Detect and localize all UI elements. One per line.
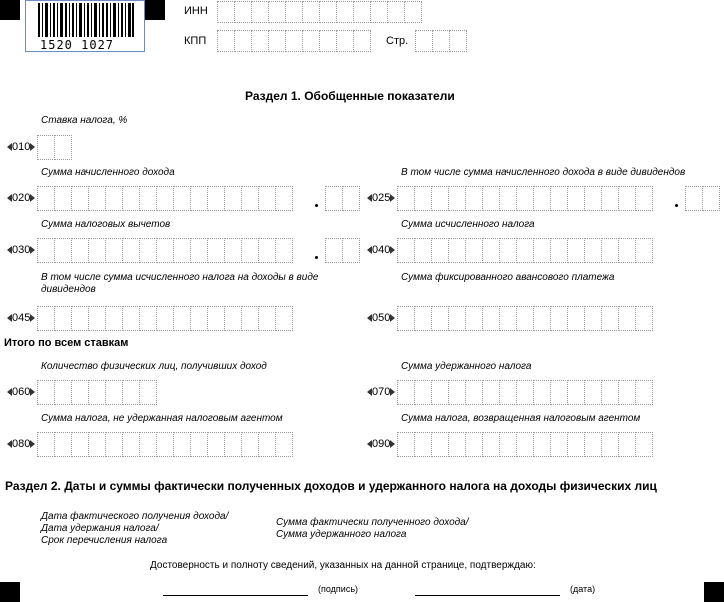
arrow-right-icon	[30, 246, 35, 254]
input-cell[interactable]	[71, 186, 89, 211]
input-cell[interactable]	[397, 306, 415, 331]
input-cell[interactable]	[71, 306, 89, 331]
input-cell[interactable]	[54, 238, 72, 263]
input-cell[interactable]	[499, 306, 517, 331]
arrow-right-icon	[390, 246, 395, 254]
field-020-cells[interactable]	[37, 186, 292, 211]
inn-label: ИНН	[184, 5, 208, 17]
field-020-code: 020	[7, 191, 35, 205]
field-090-cells[interactable]	[397, 432, 652, 457]
input-cell[interactable]	[550, 238, 568, 263]
field-025-decimal-cells[interactable]	[685, 186, 719, 211]
input-cell[interactable]	[702, 186, 720, 211]
input-cell[interactable]	[397, 238, 415, 263]
input-cell[interactable]	[584, 306, 602, 331]
field-020-label: Сумма начисленного дохода	[41, 167, 175, 178]
input-cell[interactable]	[448, 380, 466, 405]
input-cell[interactable]	[275, 238, 293, 263]
input-cell[interactable]	[618, 238, 636, 263]
input-cell[interactable]	[139, 238, 157, 263]
corner-marker-top-right	[145, 0, 165, 20]
input-cell[interactable]	[618, 186, 636, 211]
signature-line[interactable]	[163, 595, 308, 596]
input-cell[interactable]	[414, 238, 432, 263]
input-cell[interactable]	[635, 306, 653, 331]
input-cell[interactable]	[190, 186, 208, 211]
input-cell[interactable]	[635, 432, 653, 457]
input-cell[interactable]	[516, 432, 534, 457]
input-cell[interactable]	[601, 432, 619, 457]
input-cell[interactable]	[285, 1, 303, 23]
field-030-label: Сумма налоговых вычетов	[41, 219, 171, 230]
input-cell[interactable]	[241, 186, 259, 211]
input-cell[interactable]	[414, 186, 432, 211]
input-cell[interactable]	[550, 432, 568, 457]
total-all-rates-heading: Итого по всем ставкам	[4, 337, 129, 349]
input-cell[interactable]	[207, 238, 225, 263]
input-cell[interactable]	[353, 1, 371, 23]
input-cell[interactable]	[431, 186, 449, 211]
input-cell[interactable]	[567, 432, 585, 457]
input-cell[interactable]	[241, 238, 259, 263]
input-cell[interactable]	[234, 1, 252, 23]
input-cell[interactable]	[88, 306, 106, 331]
input-cell[interactable]	[415, 30, 433, 52]
input-cell[interactable]	[258, 186, 276, 211]
input-cell[interactable]	[139, 380, 157, 405]
input-cell[interactable]	[258, 238, 276, 263]
input-cell[interactable]	[207, 432, 225, 457]
input-cell[interactable]	[325, 186, 343, 211]
input-cell[interactable]	[139, 306, 157, 331]
input-cell[interactable]	[190, 432, 208, 457]
input-cell[interactable]	[353, 30, 371, 52]
input-cell[interactable]	[584, 186, 602, 211]
input-cell[interactable]	[431, 432, 449, 457]
input-cell[interactable]	[275, 432, 293, 457]
section1-title: Раздел 1. Обобщенные показатели	[245, 89, 455, 103]
input-cell[interactable]	[224, 186, 242, 211]
barcode-number: 1520 1027	[40, 38, 115, 52]
kpp-label: КПП	[184, 35, 207, 47]
input-cell[interactable]	[336, 30, 354, 52]
input-cell[interactable]	[516, 186, 534, 211]
arrow-right-icon	[30, 314, 35, 322]
input-cell[interactable]	[465, 238, 483, 263]
input-cell[interactable]	[190, 238, 208, 263]
input-cell[interactable]	[567, 238, 585, 263]
input-cell[interactable]	[224, 306, 242, 331]
input-cell[interactable]	[431, 238, 449, 263]
input-cell[interactable]	[241, 432, 259, 457]
input-cell[interactable]	[105, 432, 123, 457]
input-cell[interactable]	[319, 1, 337, 23]
input-cell[interactable]	[414, 380, 432, 405]
field-030-cells[interactable]	[37, 238, 292, 263]
input-cell[interactable]	[618, 432, 636, 457]
input-cell[interactable]	[234, 30, 252, 52]
barcode	[25, 0, 145, 52]
input-cell[interactable]	[404, 1, 422, 23]
input-cell[interactable]	[414, 306, 432, 331]
input-cell[interactable]	[448, 186, 466, 211]
input-cell[interactable]	[88, 380, 106, 405]
field-025-label: В том числе сумма начисленного дохода в виде дивидендов	[401, 167, 686, 178]
input-cell[interactable]	[88, 432, 106, 457]
input-cell[interactable]	[139, 432, 157, 457]
field-050-code: 050	[367, 311, 395, 325]
input-cell[interactable]	[88, 238, 106, 263]
decimal-point	[315, 204, 318, 207]
section2-label-transfer-deadline: Срок перечисления налога	[41, 535, 168, 546]
input-cell[interactable]	[88, 186, 106, 211]
field-010-code: 010	[7, 140, 35, 154]
input-cell[interactable]	[268, 30, 286, 52]
field-060-cells[interactable]	[37, 380, 156, 405]
input-cell[interactable]	[431, 380, 449, 405]
input-cell[interactable]	[482, 238, 500, 263]
input-cell[interactable]	[567, 186, 585, 211]
arrow-right-icon	[390, 440, 395, 448]
input-cell[interactable]	[448, 306, 466, 331]
input-cell[interactable]	[37, 306, 55, 331]
input-cell[interactable]	[275, 186, 293, 211]
input-cell[interactable]	[601, 186, 619, 211]
field-045-cells[interactable]	[37, 306, 292, 331]
input-cell[interactable]	[207, 186, 225, 211]
page-label: Стр.	[386, 35, 409, 47]
input-cell[interactable]	[635, 380, 653, 405]
barcode-bars-icon	[38, 3, 134, 37]
input-cell[interactable]	[499, 432, 517, 457]
input-cell[interactable]	[516, 238, 534, 263]
input-cell[interactable]	[482, 186, 500, 211]
input-cell[interactable]	[54, 432, 72, 457]
input-cell[interactable]	[465, 432, 483, 457]
input-cell[interactable]	[482, 306, 500, 331]
input-cell[interactable]	[482, 380, 500, 405]
input-cell[interactable]	[37, 432, 55, 457]
input-cell[interactable]	[190, 306, 208, 331]
page-cells[interactable]	[415, 30, 466, 52]
field-080-code: 080	[7, 437, 35, 451]
arrow-right-icon	[30, 440, 35, 448]
input-cell[interactable]	[449, 30, 467, 52]
input-cell[interactable]	[258, 306, 276, 331]
input-cell[interactable]	[635, 186, 653, 211]
section2-label-income-date: Дата фактического получения дохода/	[41, 511, 229, 522]
input-cell[interactable]	[465, 306, 483, 331]
field-040-cells[interactable]	[397, 238, 652, 263]
input-cell[interactable]	[173, 186, 191, 211]
input-cell[interactable]	[342, 186, 360, 211]
input-cell[interactable]	[217, 30, 235, 52]
input-cell[interactable]	[336, 1, 354, 23]
input-cell[interactable]	[105, 380, 123, 405]
input-cell[interactable]	[499, 380, 517, 405]
field-090-code: 090	[367, 437, 395, 451]
section2-label-withholding-date: Дата удержания налога/	[41, 523, 159, 534]
field-025-code: 025	[367, 191, 395, 205]
input-cell[interactable]	[601, 238, 619, 263]
input-cell[interactable]	[397, 380, 415, 405]
input-cell[interactable]	[173, 432, 191, 457]
input-cell[interactable]	[397, 432, 415, 457]
input-cell[interactable]	[173, 238, 191, 263]
input-cell[interactable]	[448, 432, 466, 457]
input-cell[interactable]	[618, 306, 636, 331]
input-cell[interactable]	[207, 306, 225, 331]
corner-marker-bottom-left	[0, 582, 20, 602]
field-045-code: 045	[7, 311, 35, 325]
input-cell[interactable]	[241, 306, 259, 331]
input-cell[interactable]	[448, 238, 466, 263]
input-cell[interactable]	[370, 1, 388, 23]
input-cell[interactable]	[302, 1, 320, 23]
input-cell[interactable]	[482, 432, 500, 457]
arrow-right-icon	[390, 194, 395, 202]
field-070-label: Сумма удержанного налога	[401, 361, 532, 372]
input-cell[interactable]	[122, 238, 140, 263]
arrow-right-icon	[390, 314, 395, 322]
input-cell[interactable]	[601, 380, 619, 405]
input-cell[interactable]	[302, 30, 320, 52]
input-cell[interactable]	[533, 432, 551, 457]
input-cell[interactable]	[54, 135, 72, 160]
field-025-cells[interactable]	[397, 186, 652, 211]
arrow-right-icon	[390, 388, 395, 396]
input-cell[interactable]	[105, 306, 123, 331]
input-cell[interactable]	[635, 238, 653, 263]
input-cell[interactable]	[156, 238, 174, 263]
input-cell[interactable]	[217, 1, 235, 23]
input-cell[interactable]	[618, 380, 636, 405]
input-cell[interactable]	[285, 30, 303, 52]
input-cell[interactable]	[550, 380, 568, 405]
section2-label-actual-income: Сумма фактически полученного дохода/	[276, 517, 469, 528]
field-070-code: 070	[367, 385, 395, 399]
input-cell[interactable]	[432, 30, 450, 52]
field-010-label: Ставка налога, %	[41, 115, 128, 126]
corner-marker-bottom-right	[704, 582, 724, 602]
input-cell[interactable]	[516, 380, 534, 405]
input-cell[interactable]	[268, 1, 286, 23]
input-cell[interactable]	[105, 238, 123, 263]
input-cell[interactable]	[122, 306, 140, 331]
section2-label-withheld-tax: Сумма удержанного налога	[276, 529, 407, 540]
input-cell[interactable]	[325, 238, 343, 263]
input-cell[interactable]	[54, 306, 72, 331]
input-cell[interactable]	[173, 306, 191, 331]
field-010-cells[interactable]	[37, 135, 71, 160]
field-050-label: Сумма фиксированного авансового платежа	[401, 272, 615, 283]
input-cell[interactable]	[54, 186, 72, 211]
signature-label: (подпись)	[318, 584, 359, 594]
input-cell[interactable]	[584, 238, 602, 263]
field-060-label: Количество физических лиц, получивших доход	[41, 361, 267, 372]
date-line[interactable]	[415, 595, 560, 596]
field-080-cells[interactable]	[37, 432, 292, 457]
input-cell[interactable]	[251, 30, 269, 52]
section2-title: Раздел 2. Даты и суммы фактически полученных доходов и удержанного налога на доходы физических лиц	[5, 479, 657, 493]
input-cell[interactable]	[139, 186, 157, 211]
inn-cells[interactable]	[217, 1, 421, 23]
input-cell[interactable]	[601, 306, 619, 331]
input-cell[interactable]	[319, 30, 337, 52]
input-cell[interactable]	[584, 432, 602, 457]
input-cell[interactable]	[533, 306, 551, 331]
input-cell[interactable]	[37, 238, 55, 263]
date-label: (дата)	[570, 584, 596, 594]
input-cell[interactable]	[533, 238, 551, 263]
field-060-code: 060	[7, 385, 35, 399]
input-cell[interactable]	[567, 306, 585, 331]
input-cell[interactable]	[71, 432, 89, 457]
input-cell[interactable]	[275, 306, 293, 331]
input-cell[interactable]	[465, 186, 483, 211]
input-cell[interactable]	[685, 186, 703, 211]
input-cell[interactable]	[533, 186, 551, 211]
input-cell[interactable]	[156, 306, 174, 331]
input-cell[interactable]	[550, 306, 568, 331]
field-050-cells[interactable]	[397, 306, 652, 331]
input-cell[interactable]	[414, 432, 432, 457]
input-cell[interactable]	[224, 432, 242, 457]
field-030-code: 030	[7, 243, 35, 257]
input-cell[interactable]	[397, 186, 415, 211]
field-090-label: Сумма налога, возвращенная налоговым агентом	[401, 413, 641, 424]
input-cell[interactable]	[251, 1, 269, 23]
confirmation-text: Достоверность и полноту сведений, указанных на данной странице, подтверждаю:	[150, 560, 536, 571]
field-040-code: 040	[367, 243, 395, 257]
input-cell[interactable]	[258, 432, 276, 457]
decimal-point	[675, 204, 678, 207]
input-cell[interactable]	[37, 380, 55, 405]
decimal-point	[315, 256, 318, 259]
arrow-right-icon	[30, 388, 35, 396]
input-cell[interactable]	[224, 238, 242, 263]
input-cell[interactable]	[122, 432, 140, 457]
input-cell[interactable]	[516, 306, 534, 331]
arrow-right-icon	[30, 194, 35, 202]
input-cell[interactable]	[584, 380, 602, 405]
input-cell[interactable]	[550, 186, 568, 211]
arrow-right-icon	[30, 143, 35, 151]
field-070-cells[interactable]	[397, 380, 652, 405]
input-cell[interactable]	[342, 238, 360, 263]
input-cell[interactable]	[37, 135, 55, 160]
field-045-label: В том числе сумма исчисленного налога на доходы в виде дивидендов	[41, 272, 319, 295]
input-cell[interactable]	[156, 186, 174, 211]
input-cell[interactable]	[387, 1, 405, 23]
input-cell[interactable]	[499, 238, 517, 263]
field-080-label: Сумма налога, не удержанная налоговым агентом	[41, 413, 283, 424]
input-cell[interactable]	[37, 186, 55, 211]
kpp-cells[interactable]	[217, 30, 370, 52]
input-cell[interactable]	[465, 380, 483, 405]
corner-marker-top-left	[0, 0, 20, 20]
input-cell[interactable]	[567, 380, 585, 405]
input-cell[interactable]	[71, 380, 89, 405]
input-cell[interactable]	[533, 380, 551, 405]
input-cell[interactable]	[499, 186, 517, 211]
field-030-decimal-cells[interactable]	[325, 238, 359, 263]
input-cell[interactable]	[105, 186, 123, 211]
field-020-decimal-cells[interactable]	[325, 186, 359, 211]
input-cell[interactable]	[54, 380, 72, 405]
input-cell[interactable]	[122, 186, 140, 211]
input-cell[interactable]	[156, 432, 174, 457]
input-cell[interactable]	[431, 306, 449, 331]
field-040-label: Сумма исчисленного налога	[401, 219, 535, 230]
input-cell[interactable]	[71, 238, 89, 263]
input-cell[interactable]	[122, 380, 140, 405]
